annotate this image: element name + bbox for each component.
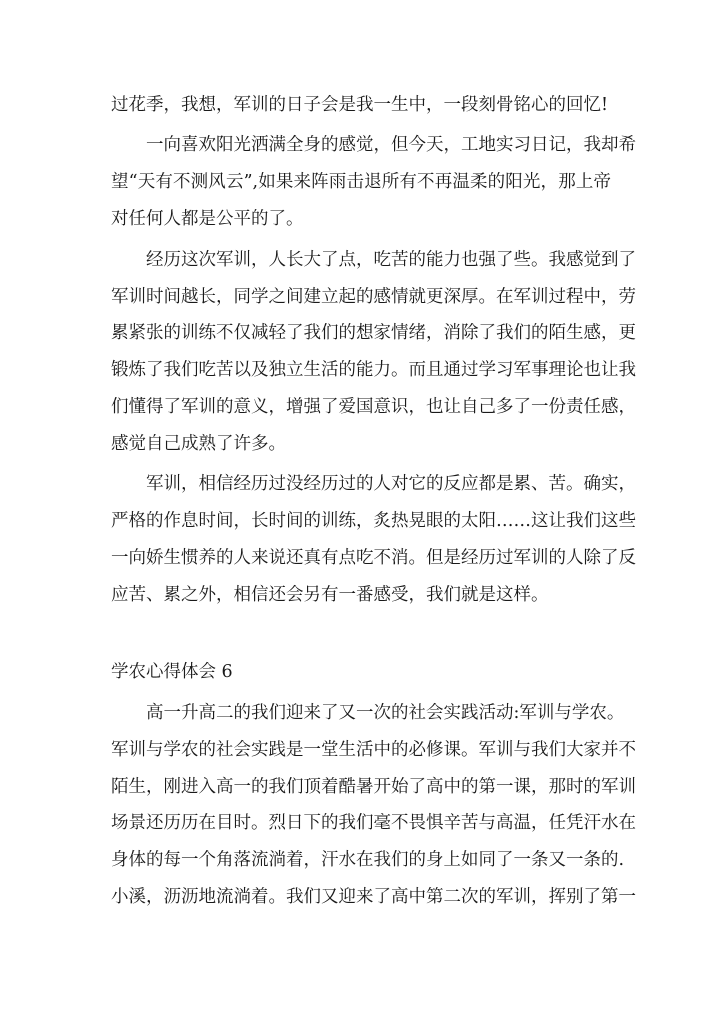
paragraph-line: 军训时间越长，同学之间建立起的感情就更深厚。在军训过程中，劳 [111, 287, 636, 307]
paragraph-line: 陌生，刚进入高一的我们顶着酷暑开始了高中的第一课，那时的军训 [111, 777, 636, 797]
paragraph-line: 严格的作息时间，长时间的训练，炙热晃眼的太阳……这让我们这些 [111, 511, 636, 531]
paragraph-line: 高一升高二的我们迎来了又一次的社会实践活动:军训与学农。 [146, 703, 625, 723]
paragraph-line: 军训，相信经历过没经历过的人对它的反应都是累、苦。确实， [146, 474, 636, 494]
paragraph-line: 军训与学农的社会实践是一堂生活中的必修课。军训与我们大家并不 [111, 740, 636, 760]
paragraph-line: 对任何人都是公平的了。 [111, 209, 304, 229]
paragraph-line: 过花季，我想，军训的日子会是我一生中，一段刻骨铭心的回忆! [111, 95, 609, 115]
paragraph-line: 身体的每一个角落流淌着，汗水在我们的身上如同了一条又一条的. [111, 850, 625, 870]
paragraph-line: 经历这次军训，人长大了点，吃苦的能力也强了些。我感觉到了 [146, 250, 636, 270]
section-heading: 学农心得体会 6 [111, 662, 233, 682]
paragraph-line: 应苦、累之外，相信还会另有一番感受，我们就是这样。 [111, 585, 549, 605]
paragraph-line: 场景还历历在目时。烈日下的我们毫不畏惧辛苦与高温，任凭汗水在 [111, 813, 636, 833]
paragraph-line: 望“天有不测风云”,如果来阵雨击退所有不再温柔的阳光，那上帝 [111, 172, 611, 192]
paragraph-line: 一向娇生惯养的人来说还真有点吃不消。但是经历过军训的人除了反 [111, 548, 636, 568]
paragraph-line: 小溪，沥沥地流淌着。我们又迎来了高中第二次的军训，挥别了第一 [111, 887, 636, 907]
paragraph-line: 感觉自己成熟了许多。 [111, 434, 286, 454]
paragraph-line: 们懂得了军训的意义，增强了爱国意识，也让自己多了一份责任感， [111, 397, 636, 417]
paragraph-line: 累紧张的训练不仅减轻了我们的想家情绪，消除了我们的陌生感，更 [111, 323, 636, 343]
paragraph-line: 一向喜欢阳光洒满全身的感觉，但今天，工地实习日记，我却希 [146, 135, 636, 155]
paragraph-line: 锻炼了我们吃苦以及独立生活的能力。而且通过学习军事理论也让我 [111, 360, 636, 380]
